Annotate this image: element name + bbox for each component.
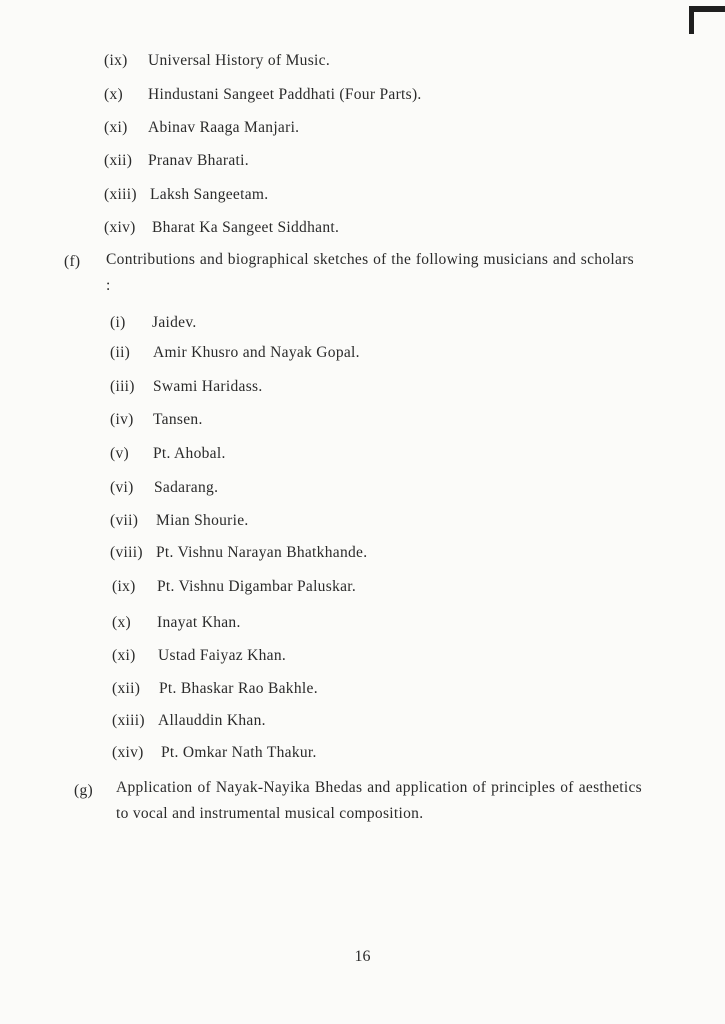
item-number: (i) <box>110 314 126 331</box>
item-number: (xii) <box>104 152 133 169</box>
item-number: (v) <box>110 445 129 462</box>
item-text: Tansen. <box>153 411 203 428</box>
section-f-heading: Contributions and biographical sketches of the following musicians and scholars : <box>106 251 634 294</box>
item-number: (xiii) <box>112 712 145 729</box>
item-text: Pranav Bharati. <box>148 152 249 169</box>
item-text: Swami Haridass. <box>153 378 263 395</box>
item-number: (xi) <box>104 119 128 136</box>
item-number: (viii) <box>110 544 143 561</box>
item-text: Pt. Vishnu Digambar Paluskar. <box>157 578 357 595</box>
item-text: Amir Khusro and Nayak Gopal. <box>153 344 360 361</box>
section-f-label: (f) <box>64 253 81 270</box>
page-number: 16 <box>354 948 371 965</box>
item-number: (xiii) <box>104 186 137 203</box>
item-text: Pt. Vishnu Narayan Bhatkhande. <box>156 544 368 561</box>
item-number: (ix) <box>112 578 136 595</box>
item-number: (xiv) <box>112 744 144 761</box>
item-text: Pt. Bhaskar Rao Bakhle. <box>159 680 318 697</box>
section-g-label: (g) <box>74 782 93 799</box>
item-number: (iii) <box>110 378 135 395</box>
item-text: Jaidev. <box>152 314 197 331</box>
section-g-text: Application of Nayak-Nayika Bhedas and application of principles of aesthetics to vocal and instrumental musical composition. <box>116 779 642 822</box>
item-text: Hindustani Sangeet Paddhati (Four Parts). <box>148 86 422 103</box>
item-number: (x) <box>104 86 123 103</box>
item-number: (vi) <box>110 479 134 496</box>
item-number: (xi) <box>112 647 136 664</box>
item-number: (ii) <box>110 344 131 361</box>
item-number: (ix) <box>104 52 128 69</box>
item-text: Allauddin Khan. <box>158 712 266 729</box>
item-text: Mian Shourie. <box>156 512 249 529</box>
item-number: (iv) <box>110 411 134 428</box>
item-text: Inayat Khan. <box>157 614 241 631</box>
item-number: (x) <box>112 614 131 631</box>
item-text: Laksh Sangeetam. <box>150 186 269 203</box>
item-text: Bharat Ka Sangeet Siddhant. <box>152 219 340 236</box>
item-number: (vii) <box>110 512 139 529</box>
item-text: Ustad Faiyaz Khan. <box>158 647 287 664</box>
item-text: Pt. Omkar Nath Thakur. <box>161 744 317 761</box>
item-text: Universal History of Music. <box>148 52 331 69</box>
item-text: Sadarang. <box>154 479 219 496</box>
item-number: (xiv) <box>104 219 136 236</box>
corner-crop-mark <box>685 0 725 40</box>
item-text: Pt. Ahobal. <box>153 445 226 462</box>
item-number: (xii) <box>112 680 141 697</box>
item-text: Abinav Raaga Manjari. <box>148 119 300 136</box>
